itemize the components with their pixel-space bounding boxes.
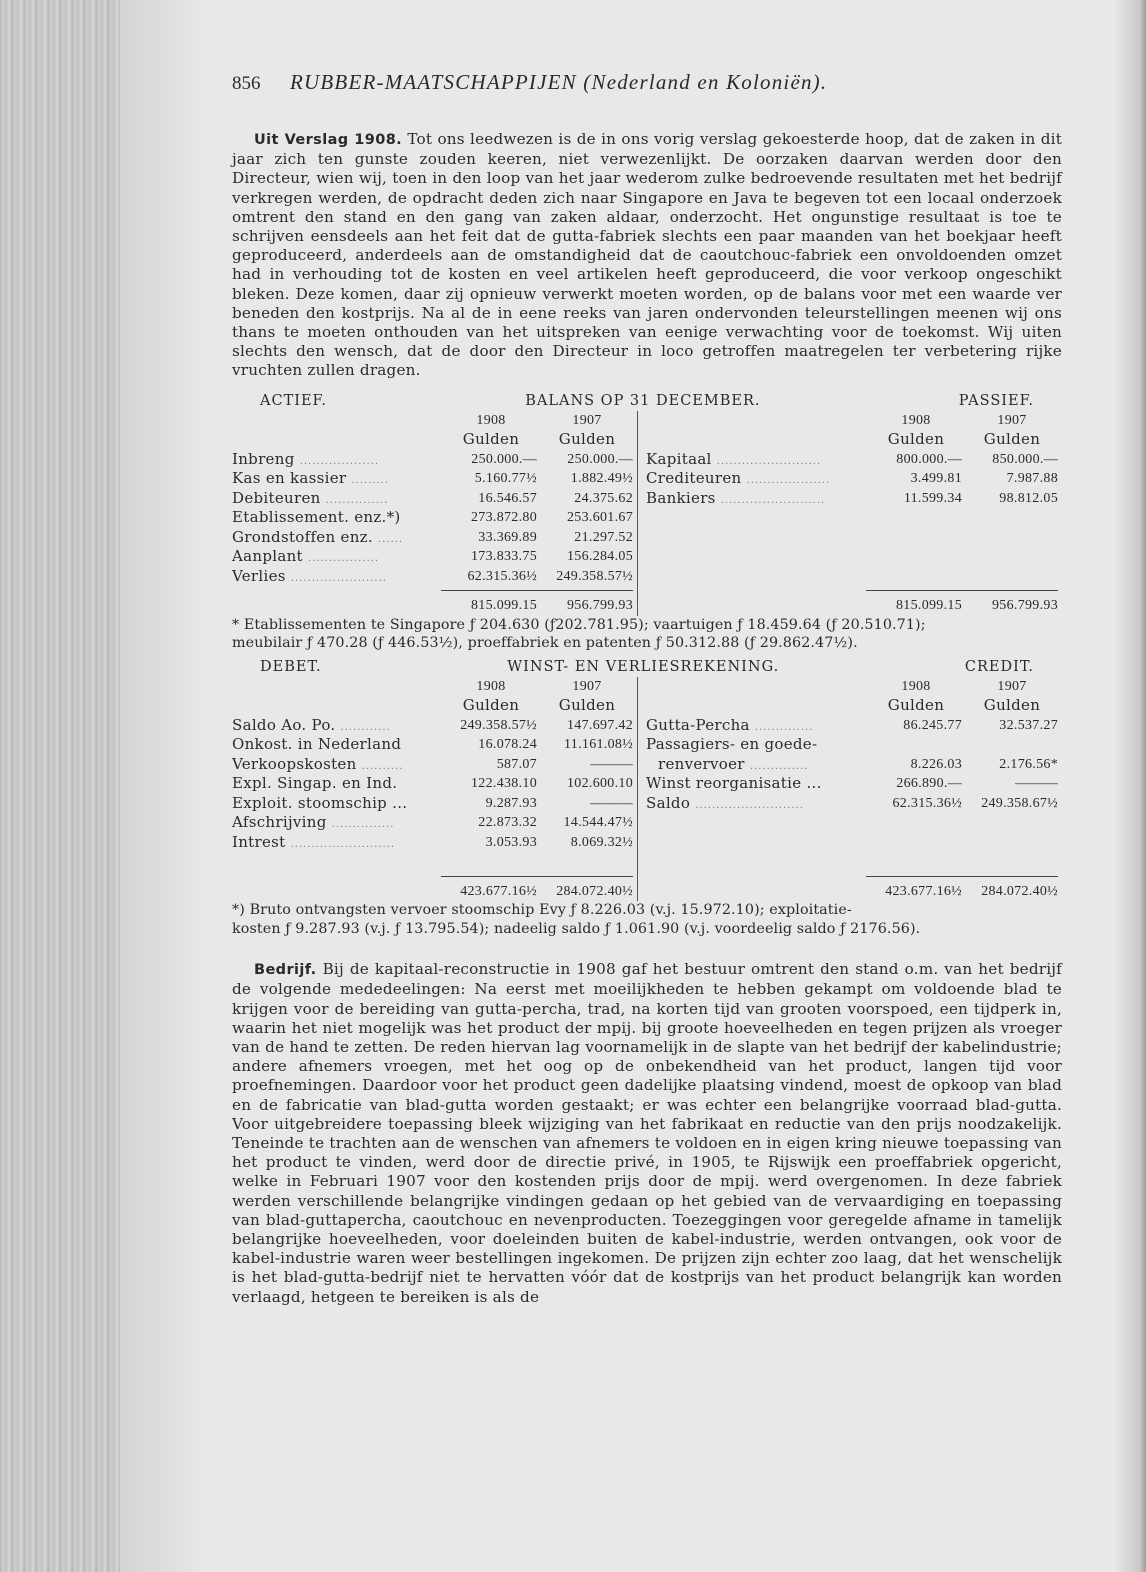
row-label: Passagiers- en goede-	[646, 735, 818, 754]
table-row: Bankiers ......................... 11.599.34 98.812.05	[638, 489, 1062, 509]
cell-1907: 7.987.88	[1006, 471, 1058, 487]
cell-1907: 147.697.42	[567, 717, 633, 733]
cell-1908: 16.546.57	[478, 490, 537, 506]
row-label: Afschrijving	[232, 813, 327, 832]
table-row: Verkoopskosten .......... 587.07 ———	[232, 755, 637, 775]
cell-1908: 273.872.80	[471, 510, 537, 526]
cell-1907	[966, 735, 1062, 755]
cell-1908: 33.369.89	[478, 529, 537, 545]
row-label: Saldo	[646, 793, 691, 812]
currency-header: Gulden	[462, 430, 520, 449]
cell-1907: 21.297.52	[574, 529, 633, 545]
footnote-line: * Etablissementen te Singapore ƒ 204.630 (ƒ202.781.95); vaartuigen ƒ 18.459.64 (ƒ 20.510.71);	[232, 616, 926, 633]
year-header: 1907	[572, 412, 602, 428]
cell-1908: 3.053.93	[485, 834, 537, 850]
year-header: 1908	[901, 678, 931, 694]
total-1907: 956.799.93	[567, 598, 633, 614]
cell-1908: 62.315.36½	[467, 568, 537, 584]
currency-header: Gulden	[558, 696, 616, 715]
debit-column	[232, 677, 638, 902]
total-1908: 815.099.15	[471, 598, 537, 614]
book-page	[232, 70, 1062, 1307]
cell-1907: 253.601.67	[567, 510, 633, 526]
currency-header: Gulden	[887, 696, 945, 715]
cell-1908: 3.499.81	[910, 471, 962, 487]
assets-column	[232, 411, 638, 616]
book-spine-page-edges	[0, 0, 130, 1572]
row-label: Inbreng	[232, 449, 295, 468]
table-row: Saldo Ao. Po. ............ 249.358.57½ 147.697.42	[232, 716, 637, 736]
table-row: Crediteuren .................... 3.499.81 7.987.88	[638, 469, 1062, 489]
row-label: Onkost. in Nederland	[232, 735, 402, 754]
year-header: 1908	[901, 412, 931, 428]
row-label: Gutta-Percha	[646, 715, 750, 734]
cell-1907: 249.358.57½	[556, 568, 633, 584]
pnl-title: WINST- EN VERLIESREKENING.	[507, 658, 780, 675]
liabilities-column	[638, 411, 1062, 616]
row-label: Verkoopskosten	[232, 754, 357, 773]
year-header: 1907	[997, 678, 1027, 694]
total-row	[232, 882, 637, 902]
total-1908: 423.677.16½	[885, 883, 962, 899]
footnote-line: *) Bruto ontvangsten vervoer stoomschip Evy ƒ 8.226.03 (v.j. 15.972.10); exploitatie-	[232, 902, 852, 919]
table-row: Debiteuren ............... 16.546.57 24.375.62	[232, 489, 637, 509]
total-1907: 284.072.40½	[556, 883, 633, 899]
cell-1908: 122.438.10	[471, 776, 537, 792]
balance-left-heading: ACTIEF.	[260, 392, 327, 409]
total-1908: 423.677.16½	[460, 883, 537, 899]
cell-1907: 24.375.62	[574, 490, 633, 506]
cell-1907: ———	[590, 795, 633, 811]
footnote-line: meubilair ƒ 470.28 (ƒ 446.53½), proeffabriek en patenten ƒ 50.312.88 (ƒ 29.862.47½).	[232, 635, 858, 652]
currency-header: Gulden	[983, 696, 1041, 715]
table-row: renvervoer .............. 8.226.03 2.176.56*	[638, 755, 1062, 775]
cell-1908: 22.873.32	[478, 815, 537, 831]
currency-header: Gulden	[462, 696, 520, 715]
cell-1907: 250.000.—	[567, 451, 633, 467]
row-label: Kas en kassier	[232, 469, 347, 488]
row-label: Kapitaal	[646, 449, 712, 468]
table-row: Gutta-Percha .............. 86.245.77 32.537.27	[638, 716, 1062, 736]
cell-1907: 249.358.67½	[981, 795, 1058, 811]
year-header: 1907	[997, 412, 1027, 428]
cell-1907: ———	[590, 756, 633, 772]
table-row: Verlies ....................... 62.315.36½ 249.358.57½	[232, 567, 637, 587]
balance-footnote	[232, 616, 1062, 653]
cell-1907: 1.882.49½	[570, 471, 633, 487]
cell-1907: 2.176.56*	[999, 756, 1058, 772]
cell-1907: 102.600.10	[567, 776, 633, 792]
balance-title: BALANS OP 31 DECEMBER.	[525, 392, 761, 409]
currency-header: Gulden	[887, 430, 945, 449]
pnl-right-heading: CREDIT.	[964, 658, 1034, 675]
row-label: Etablissement. enz.*)	[232, 508, 401, 527]
total-row	[638, 596, 1062, 616]
year-header: 1908	[476, 678, 506, 694]
credit-column	[638, 677, 1062, 902]
cell-1907: 14.544.47½	[563, 815, 633, 831]
table-row: Grondstoffen enz. ...... 33.369.89 21.297.52	[232, 528, 637, 548]
table-row: Afschrijving ............... 22.873.32 14.544.47½	[232, 813, 637, 833]
table-row: Kapitaal ......................... 800.000.— 850.000.—	[638, 450, 1062, 470]
balance-right-heading: PASSIEF.	[958, 392, 1034, 409]
table-row	[638, 774, 1062, 794]
table-row: Intrest ......................... 3.053.93 8.069.32½	[232, 833, 637, 853]
row-label: Exploit. stoomschip ...	[232, 793, 408, 812]
cell-1908	[870, 735, 966, 755]
page-right-edge-shadow	[1116, 0, 1146, 1572]
table-row: Aanplant ................. 173.833.75 156.284.05	[232, 547, 637, 567]
row-label: Crediteuren	[646, 469, 742, 488]
business-lead: Bedrijf.	[254, 962, 317, 979]
cell-1908: 587.07	[496, 756, 537, 772]
table-row	[232, 774, 637, 794]
cell-1908: 250.000.—	[471, 451, 537, 467]
report-lead: Uit Verslag 1908.	[254, 132, 403, 148]
row-label: renvervoer	[658, 754, 745, 773]
report-text: Tot ons leedwezen is de in ons vorig verslag gekoesterde hoop, dat de zaken in dit jaar zich ten gunste zouden keeren, niet verwezenlijkt. De oorzaken daarvan werden door den Directeur, wien wij, toen in den loop van het jaar wederom zulke bedroevende resultaten met het bedrijf verkregen werden, de opdracht deden zich naar Singapore en Java te begeven tot een locaal onderzoek omtrent den stand en den gang van zaken aldaar, onderzocht. Het ongunstige resultaat is toe te schrijven eensdeels aan het feit dat de gutta-fabriek slechts een paar maanden van het boekjaar heeft geproduceerd, anderdeels aan de omstandigheid dat de caoutchouc-fabriek een onvoldoenden omzet had in verhouding tot de kosten en veel artikelen heeft geproduceerd, die voor verkoop ongeschikt bleken. Deze komen, daar zij opnieuw verwerkt moeten worden, op de balans voor met een waarde ver beneden den kostprijs. Na al de in eene reeks van jaren ondervonden teleurstellingen meenen wij ons thans te moeten onthouden van het uitspreken van eenige verwachting voor de toekomst. Wij uiten slechts den wensch, dat de door den Directeur in loco getroffen maatregelen ter verbetering rijke vruchten zullen dragen.	[232, 130, 1062, 380]
cell-1908: 5.160.77½	[474, 471, 537, 487]
cell-1908: 62.315.36½	[892, 795, 962, 811]
table-row	[232, 794, 637, 814]
cell-1908: 9.287.93	[485, 795, 537, 811]
row-label: Saldo Ao. Po.	[232, 715, 336, 734]
report-paragraph	[232, 130, 1062, 381]
balance-sheet	[232, 391, 1062, 653]
cell-1908: 266.890.—	[896, 776, 962, 792]
page-gutter-shadow	[120, 0, 200, 1572]
cell-1908: 173.833.75	[471, 549, 537, 565]
pnl-footnote	[232, 901, 1062, 938]
row-label: Winst reorganisatie ...	[646, 774, 822, 793]
cell-1908: 16.078.24	[478, 737, 537, 753]
footnote-line: kosten ƒ 9.287.93 (v.j. ƒ 13.795.54); nadeelig saldo ƒ 1.061.90 (v.j. voordeelig saldo ƒ 2176.56).	[232, 920, 921, 937]
cell-1907: 850.000.—	[992, 451, 1058, 467]
cell-1908: 8.226.03	[910, 756, 962, 772]
cell-1907: ———	[1015, 776, 1058, 792]
cell-1908: 11.599.34	[903, 490, 962, 506]
cell-1907: 98.812.05	[999, 490, 1058, 506]
table-row: Inbreng ................... 250.000.— 250.000.—	[232, 450, 637, 470]
year-header: 1908	[476, 412, 506, 428]
row-label: Intrest	[232, 832, 286, 851]
business-paragraph	[232, 960, 1062, 1307]
table-row	[232, 508, 637, 528]
business-text: Bij de kapitaal-reconstructie in 1908 gaf het bestuur omtrent den stand o.m. van het bedrijf de volgende mededeelingen: Na eerst met moeilijkheden te hebben gekampt om voldoende blad te krijgen voor de bereiding van gutta-percha, trad, na korten tijd van grooten voorspoed, een tijdperk in, waarin het niet mogelijk was het product der mpij. bij groote hoeveelheden en tegen prijzen als vroeger van de hand te zetten. De reden hiervan lag voornamelijk in de slapte van het bedrijf der kabelindustrie; andere afnemers vroegen, met het oog op de onbekendheid van het product, langen tijd voor proefnemingen. Daardoor voor het product geen dadelijke plaatsing vindend, moest de opkoop van blad en de fabricatie van blad-gutta worden gestaakt; er was echter een belangrijke voorraad blad-gutta. Voor uitgebreidere toepassing bleek wijziging van het fabrikaat en reductie van den prijs noodzakelijk. Teneinde te trachten aan de wenschen van afnemers te voldoen en in eigen kring nieuwe toepassing van het product te vinden, werd door de directie privé, in 1905, te Rijswijk een proeffabriek opgericht, welke in Februari 1907 voor den kostenden prijs door de mpij. werd overgenomen. In deze fabriek werden verschillende belangrijke vindingen gedaan op het gebied van de vervaardiging en toepassing van blad-guttapercha, caoutchouc en nevenproducten. Toezeggingen voor geregelde afname in tamelijk belangrijke hoeveelheden, voor doeleinden buiten de kabel-industrie, werden ontvangen, ook voor de kabel-industrie waren weer bestellingen ingekomen. De prijzen zijn echter zoo laag, dat het wenschelijk is het blad-gutta-bedrijf niet te hervatten vóór dat de kostprijs van het product belangrijk kan worden verlaagd, hetgeen te bereiken is als de	[232, 960, 1062, 1306]
page-number: 856	[232, 73, 261, 94]
year-header: 1907	[572, 678, 602, 694]
cell-1908: 800.000.—	[896, 451, 962, 467]
currency-header: Gulden	[558, 430, 616, 449]
cell-1907: 32.537.27	[999, 717, 1058, 733]
cell-1907: 156.284.05	[567, 549, 633, 565]
running-head	[232, 70, 1062, 110]
row-label: Grondstoffen enz.	[232, 527, 373, 546]
cell-1907: 8.069.32½	[570, 834, 633, 850]
row-label: Bankiers	[646, 488, 716, 507]
row-label: Aanplant	[232, 547, 303, 566]
cell-1907: 11.161.08½	[564, 737, 633, 753]
total-1907: 956.799.93	[992, 598, 1058, 614]
table-row	[638, 735, 1062, 755]
table-row: Saldo .......................... 62.315.36½ 249.358.67½	[638, 794, 1062, 814]
cell-1908: 86.245.77	[903, 717, 962, 733]
running-title: RUBBER-MAATSCHAPPIJEN (Nederland en Koloniën).	[290, 70, 828, 94]
pnl-heading-row	[232, 657, 1062, 677]
row-label: Debiteuren	[232, 488, 321, 507]
currency-header: Gulden	[983, 430, 1041, 449]
total-1908: 815.099.15	[896, 598, 962, 614]
pnl-left-heading: DEBET.	[260, 658, 322, 675]
total-row	[232, 596, 637, 616]
profit-loss-account	[232, 657, 1062, 939]
balance-heading-row	[232, 391, 1062, 411]
table-row: Kas en kassier ......... 5.160.77½ 1.882.49½	[232, 469, 637, 489]
total-1907: 284.072.40½	[981, 883, 1058, 899]
total-row	[638, 882, 1062, 902]
row-label: Verlies	[232, 566, 286, 585]
cell-1908: 249.358.57½	[460, 717, 537, 733]
table-row	[232, 735, 637, 755]
row-label: Expl. Singap. en Ind.	[232, 774, 398, 793]
